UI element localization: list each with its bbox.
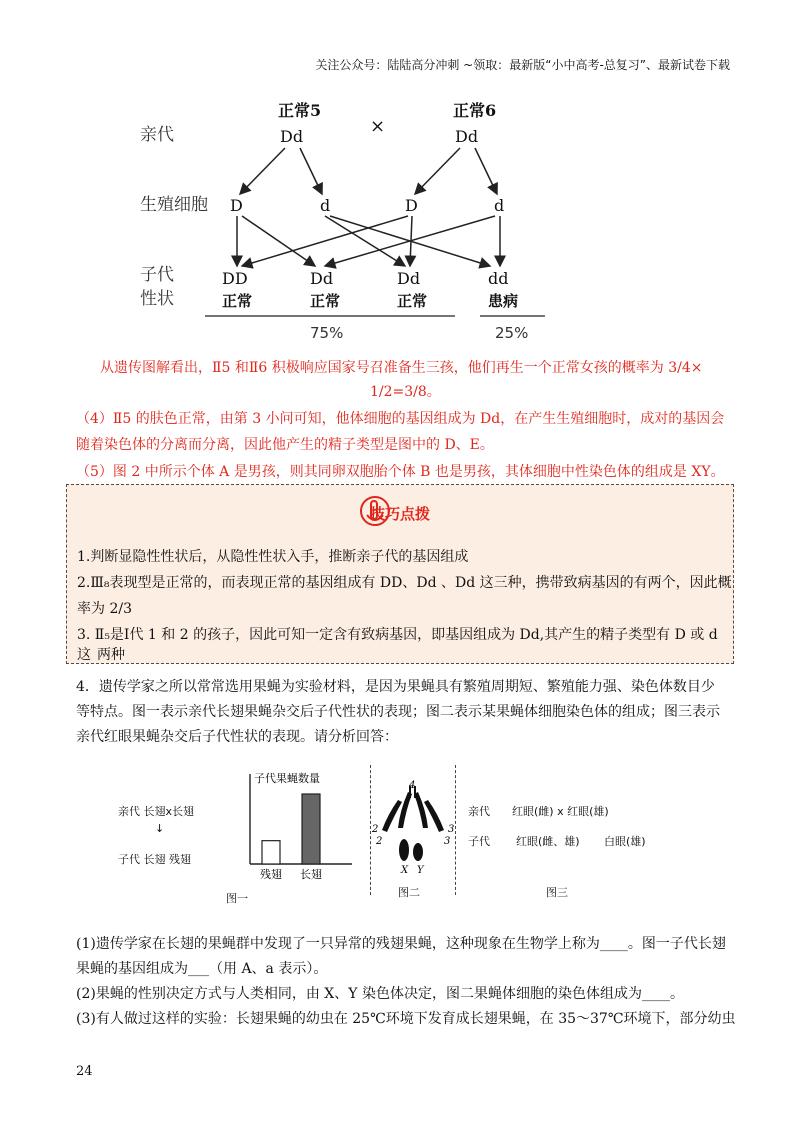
child-genotype-1: DD xyxy=(222,269,248,288)
chr-label-4: 4 xyxy=(409,780,416,791)
bar-label-2: 长翅 xyxy=(300,868,322,881)
gamete-3: D xyxy=(405,196,418,215)
fig1-bar-chart xyxy=(240,768,360,888)
bar-1 xyxy=(262,841,280,864)
chr-label-2a: 2 xyxy=(372,824,379,835)
child-trait-4: 患病 xyxy=(488,292,519,310)
row-parent-label: 亲代 xyxy=(140,125,174,145)
q4-sub1-line2: 果蝇的基因组成为___（用 A、a 表示）。 xyxy=(76,961,328,977)
answer-5: （5）图 2 中所示个体 A 是男孩，则其同卵双胞胎个体 B 也是男孩，其体细胞中性染色体的组成是 XY。 xyxy=(76,464,725,480)
parent6-label: 正常6 xyxy=(453,101,497,120)
chr-label-2b: 2 xyxy=(376,836,383,847)
page-header: 关注公众号：陆陆高分冲刺 ~领取：最新版“小中高考-总复习”、最新试卷下载 xyxy=(315,58,730,72)
row-trait-label: 性状 xyxy=(140,289,174,309)
q4-intro-3: 亲代红眼果蝇杂交后子代性状的表现。请分析回答： xyxy=(76,729,398,745)
row-child-label: 子代 xyxy=(140,265,174,285)
q4-sub1-line1: (1)遗传学家在长翅的果蝇群中发现了一只异常的残翅果蝇，这种现象在生物学上称为____。图一子代长翅 xyxy=(76,936,726,952)
parent6-genotype: Dd xyxy=(455,127,479,146)
page-number: 24 xyxy=(76,1064,93,1079)
row-gamete-label: 生殖细胞 xyxy=(140,195,208,215)
q4-sub2: (2)果蝇的性别决定方式与人类相同，由 X、Y 染色体决定，图二果蝇体细胞的染色体组成为____。 xyxy=(76,986,684,1002)
tip-line-1: 1.判断显隐性性状后，从隐性性状入手，推断亲子代的基因组成 xyxy=(77,549,469,565)
chr-label-3b: 3 xyxy=(444,836,451,847)
child-genotype-2: Dd xyxy=(310,269,334,288)
chr-label-x: X xyxy=(401,865,409,876)
bar-2 xyxy=(302,794,320,864)
tip-line-2: 2.Ⅲ₈表现型是正常的，而表现正常的基因组成有 DD、Dd 、Dd 这三种，携带致病基因的有两个，因此概 xyxy=(77,575,732,591)
child-trait-3: 正常 xyxy=(397,292,428,310)
tips-box xyxy=(66,484,734,664)
tip-line-3b: 两种 xyxy=(97,647,125,663)
gamete-2: d xyxy=(320,196,331,215)
tip-line-2b: 率为 2/3 xyxy=(77,601,132,617)
gamete-1: D xyxy=(230,196,243,215)
fig3-caption: 图三 xyxy=(546,886,568,899)
chr-label-3a: 3 xyxy=(448,824,455,835)
q4-sub3: (3)有人做过这样的实验：长翅果蝇的幼虫在 25℃环境下发育成长翅果蝇，在 35～37℃环境下，部分幼虫 xyxy=(76,1011,736,1027)
pedigree-diagram xyxy=(130,98,560,348)
q4-intro-1: 4．遗传学家之所以常常选用果蝇为实验材料，是因为果蝇具有繁殖周期短、繁殖能力强、染色体数目少 xyxy=(76,679,715,695)
child-genotype-3: Dd xyxy=(397,269,421,288)
answer-4-line2: 随着染色体的分离而分离，因此他产生的精子类型是图中的 D、E。 xyxy=(76,437,494,453)
percent-sick: 25% xyxy=(495,324,529,342)
parent5-genotype: Dd xyxy=(280,127,304,146)
child-trait-2: 正常 xyxy=(310,292,341,310)
fig2-chromosomes xyxy=(370,780,456,880)
tips-title: 技巧点拨 xyxy=(369,505,430,523)
percent-normal: 75% xyxy=(310,324,344,342)
cross-symbol: × xyxy=(370,116,386,137)
fig3-parent-label: 亲代 xyxy=(468,805,490,818)
gamete-4: d xyxy=(494,196,505,215)
fig1-ylabel: 子代果蝇数量 xyxy=(254,772,320,785)
fig1-caption: 图一 xyxy=(226,892,248,905)
q4-intro-2: 等特点。图一表示亲代长翅果蝇杂交后子代性状的表现；图二表示某果蝇体细胞染色体的组成；图三表示 xyxy=(76,704,720,720)
fig2-caption: 图二 xyxy=(398,886,420,899)
fig3-parent-cross: 红眼(雌) x 红眼(雄) xyxy=(512,805,609,818)
fig1-down-arrow: ↓ xyxy=(155,822,165,835)
fig3-child-label: 子代 xyxy=(468,835,490,848)
fig1-child-text: 子代 长翅 残翅 xyxy=(118,853,191,866)
chr-label-y: Y xyxy=(417,865,424,876)
parent5-label: 正常5 xyxy=(278,101,322,120)
fig1-parent-text: 亲代 长翅x长翅 xyxy=(118,805,195,818)
answer-4-line1: （4）Ⅱ5 的肤色正常，由第 3 小问可知，他体细胞的基因组成为 Dd，在产生生殖细胞时，成对的基因会 xyxy=(76,411,725,427)
tip-line-3: 3. Ⅱ₅是Ⅰ代 1 和 2 的孩子，因此可知一定含有致病基因，即基因组成为 Dd,其产生的精子类型有 D 或 d 这 xyxy=(77,627,718,663)
answer-3-line2: 1/2=3/8。 xyxy=(370,384,441,400)
child-genotype-4: dd xyxy=(488,269,509,288)
fig3-child-2: 白眼(雄) xyxy=(604,835,646,848)
fig3-child-1: 红眼(雌、雄) xyxy=(516,835,580,848)
child-trait-1: 正常 xyxy=(222,292,253,310)
bar-label-1: 残翅 xyxy=(260,868,282,881)
answer-3-line1: 从遗传图解看出，Ⅱ5 和Ⅱ6 积极响应国家号召准备生三孩，他们再生一个正常女孩的概率为 3/4× xyxy=(100,360,703,376)
